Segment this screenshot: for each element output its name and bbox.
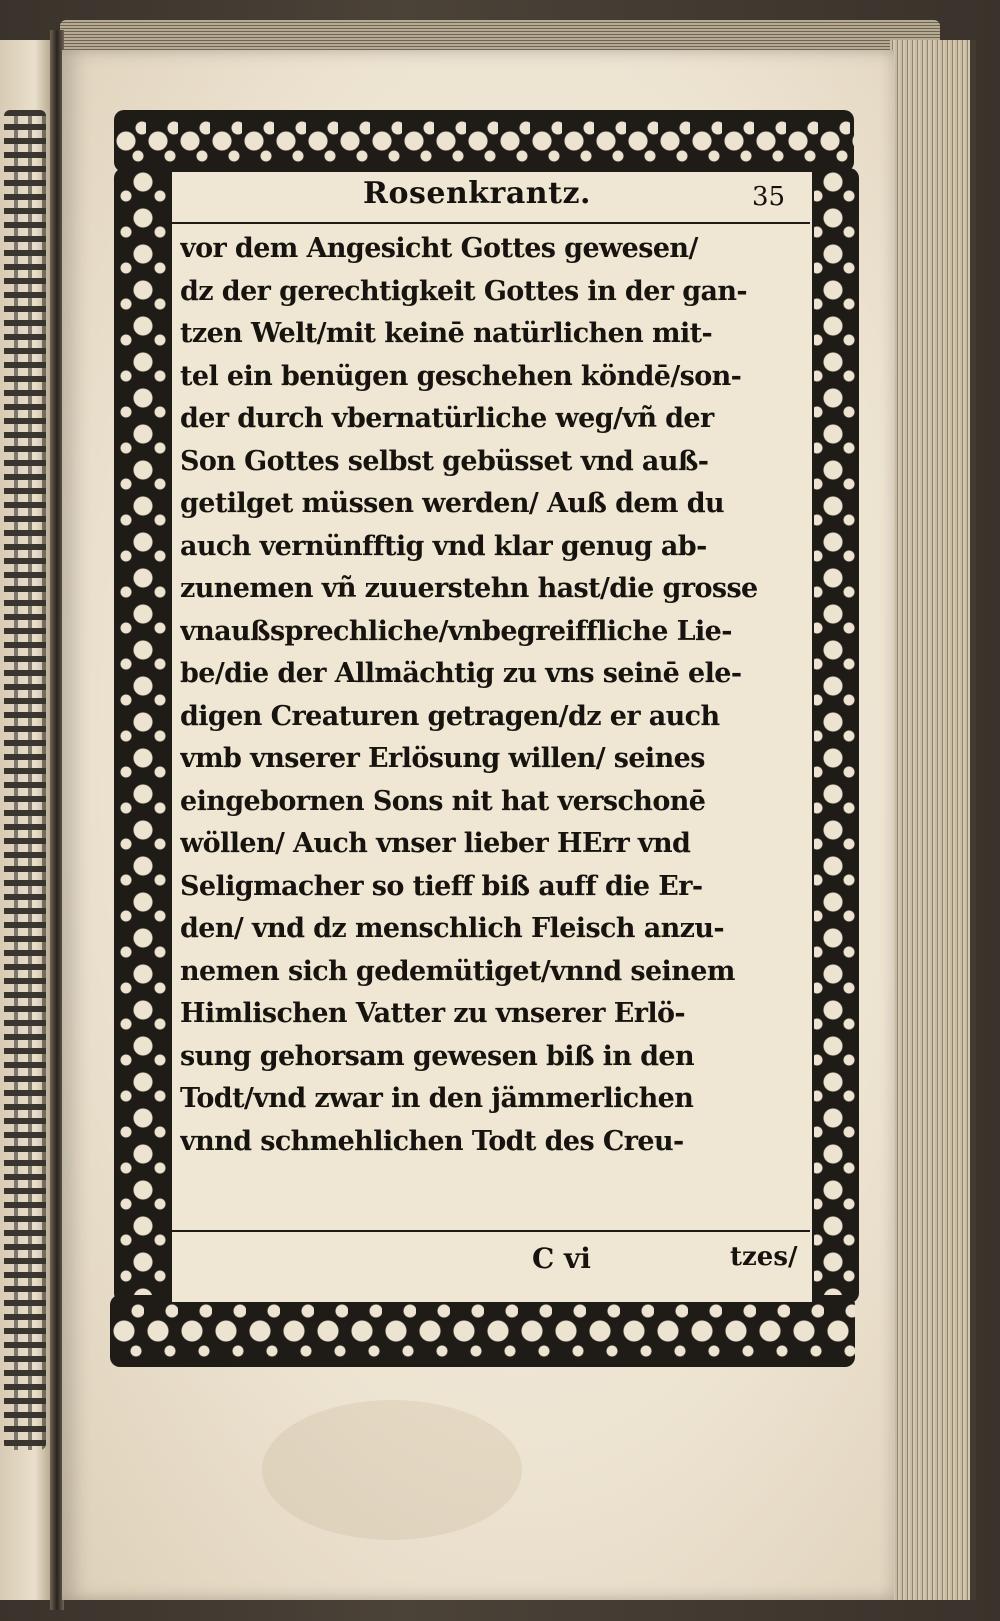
text-line: auch vernünfftig vnd klar genug ab- [180, 530, 707, 562]
text-line: Son Gottes selbst gebüsset vnd auß- [180, 445, 709, 477]
text-line: zunemen vñ zuuerstehn hast/die grosse [180, 573, 758, 604]
right-page [62, 50, 894, 1600]
ornamental-border-top [114, 110, 854, 172]
left-page-edge [0, 40, 50, 1600]
text-line: vmb vnserer Erlösung willen/ seines [180, 743, 705, 774]
text-line: tzen Welt/mit keinē natürlichen mit- [180, 318, 713, 349]
paper-stain [262, 1400, 522, 1540]
book-top-edge [60, 20, 940, 52]
text-line: sung gehorsam gewesen biß in den [180, 1040, 695, 1072]
ornamental-border-right [807, 168, 859, 1303]
text-line: getilget müssen werden/ Auß dem du [180, 488, 725, 519]
text-line: Todt/vnd zwar in den jämmerlichen [180, 1083, 694, 1114]
header-rule [170, 222, 810, 224]
footer-rule [170, 1230, 810, 1232]
left-page-ornament [4, 110, 46, 1450]
text-line: Seligmacher so tieff biß auff die Er- [180, 870, 703, 902]
ornamental-border-left [114, 168, 172, 1303]
text-line: den/ vnd dz menschlich Fleisch anzu- [180, 913, 725, 944]
text-line: eingebornen Sons nit hat verschonē [180, 785, 706, 817]
page-number: 35 [752, 182, 786, 212]
text-line: dz der gerechtigkeit Gottes in der gan- [180, 275, 748, 307]
body-text [180, 228, 804, 1163]
text-line: vnaußsprechliche/vnbegreiffliche Lie- [180, 615, 732, 647]
page-edges [890, 40, 976, 1600]
text-line: vor dem Angesicht Gottes gewesen/ [180, 233, 698, 264]
running-head: Rosenkrantz. [363, 176, 591, 211]
signature-mark: C vi [532, 1242, 591, 1275]
text-line: Himlischen Vatter zu vnserer Erlö- [180, 998, 686, 1029]
text-line: tel ein benügen geschehen köndē/son- [180, 360, 742, 392]
text-line: der durch vbernatürliche weg/vñ der [180, 403, 714, 434]
text-line: wöllen/ Auch vnser lieber HErr vnd [180, 828, 691, 859]
text-line: vnnd schmehlichen Todt des Creu- [180, 1125, 684, 1157]
catchword: tzes/ [730, 1242, 798, 1272]
text-line: digen Creaturen getragen/dz er auch [180, 700, 720, 732]
text-line: nemen sich gedemütiget/vnnd seinem [180, 955, 735, 987]
text-line: be/die der Allmächtig zu vns seinē ele- [180, 658, 742, 689]
ornamental-border-bottom [110, 1295, 855, 1367]
